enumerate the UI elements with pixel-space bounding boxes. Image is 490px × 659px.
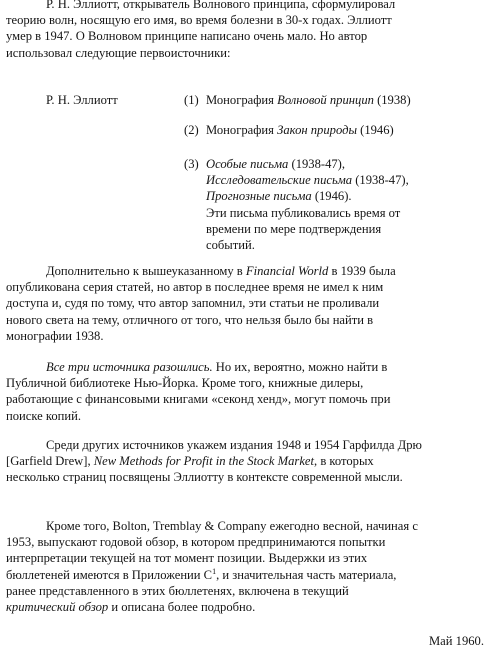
text-line: времени по мере подтверждения xyxy=(206,221,382,236)
source-year: (1938-47), xyxy=(352,173,409,188)
text-line: доступа и, судя по тому, что автор запомнил, эти статьи не проливали xyxy=(6,296,380,311)
source-title: Прогнозные письма xyxy=(206,189,312,204)
source-item-1 xyxy=(184,92,484,108)
text-span: бюллетеней имеются в Приложении С xyxy=(6,567,213,582)
source-author: Р. Н. Эллиотт xyxy=(46,93,118,107)
text-line: событий. xyxy=(206,238,255,253)
text-line: монографии 1938. xyxy=(6,328,104,343)
text-span: Но их, вероятно, можно найти в xyxy=(212,360,388,374)
paragraph-financial-world xyxy=(6,263,476,344)
source-number: (1) xyxy=(184,93,199,107)
text-line: умер в 1947. О Волновом принципе написано очень мало. Но автор xyxy=(6,29,368,44)
paragraph-sources-out-of-print xyxy=(6,359,476,424)
source-year: (1946). xyxy=(311,189,352,204)
source-title: Волновой принцип xyxy=(277,93,374,107)
source-prefix: Монография xyxy=(206,93,278,107)
text-line: интерпретации текущей на тот момент позиции. Выдержки из этих xyxy=(6,551,368,566)
text-line: Эти письма публиковались время от xyxy=(206,205,401,220)
source-title: Особые письма xyxy=(206,157,289,171)
source-item-3 xyxy=(184,156,484,253)
text-line: поиске копий. xyxy=(6,408,82,423)
publication-title: New Methods for Profit in the Stock Market xyxy=(93,454,315,469)
text-line: опубликована серия статей, но автор в последнее время не имел к ним xyxy=(6,280,384,295)
paragraph-bolton-tremblay xyxy=(6,518,476,615)
text-line: нового света на тему, отличного от того, что нельзя было бы найти в xyxy=(6,312,374,327)
text-span: , в которых xyxy=(314,454,374,469)
text-span: [Garfield Drew], xyxy=(6,454,94,469)
source-prefix: Монография xyxy=(206,123,278,137)
text-line: Р. Н. Эллиотт, открыватель Волнового принципа, сформулировал xyxy=(46,0,396,11)
text-line: Публичной библиотеке Нью-Йорка. Кроме того, книжные дилеры, xyxy=(6,376,364,391)
text-span-italic: критический обзор xyxy=(6,600,109,615)
text-line: Кроме того, Bolton, Tremblay & Company ежегодно весной, начиная с xyxy=(46,519,418,533)
text-span: Дополнительно к вышеуказанному в xyxy=(46,264,246,278)
source-title: Закон природы xyxy=(277,123,357,137)
source-item-2 xyxy=(184,122,484,138)
text-line: Среди других источников укажем издания 1948 и 1954 Гарфилда Дрю xyxy=(46,438,422,452)
publication-title: Financial World xyxy=(245,264,329,278)
superscript: 1 xyxy=(212,566,217,576)
text-line: использовал следующие первоисточники: xyxy=(6,45,231,60)
text-span: в 1939 была xyxy=(328,264,396,278)
text-span: и описана более подробно. xyxy=(108,600,256,615)
text-line: ранее представленного в этих бюллетенях, включена в текущий xyxy=(6,583,349,598)
text-span: , и значительная часть материала, xyxy=(216,567,397,582)
text-line: 1953, выпускают годовой обзор, в котором предпринимаются попытки xyxy=(6,535,386,550)
source-number: (2) xyxy=(184,123,199,137)
text-line: теорию волн, носящую его имя, во время болезни в 30-х годах. Эллиотт xyxy=(6,13,392,28)
source-year: (1938) xyxy=(373,93,411,107)
source-number: (3) xyxy=(184,157,199,171)
paragraph-intro xyxy=(6,0,476,61)
paragraph-garfield-drew xyxy=(6,437,476,486)
source-year: (1946) xyxy=(356,123,394,137)
source-year: (1938-47), xyxy=(288,157,346,171)
text-line: несколько страниц посвящены Эллиотту в контексте современной мысли. xyxy=(6,470,403,485)
source-title: Исследовательские письма xyxy=(206,173,353,188)
text-line: работающие с финансовыми книгами «секонд хенд», могут помочь при xyxy=(6,392,391,407)
date-footer: Май 1960. xyxy=(428,634,484,648)
text-span-italic: Все три источника разошлись. xyxy=(46,360,213,374)
